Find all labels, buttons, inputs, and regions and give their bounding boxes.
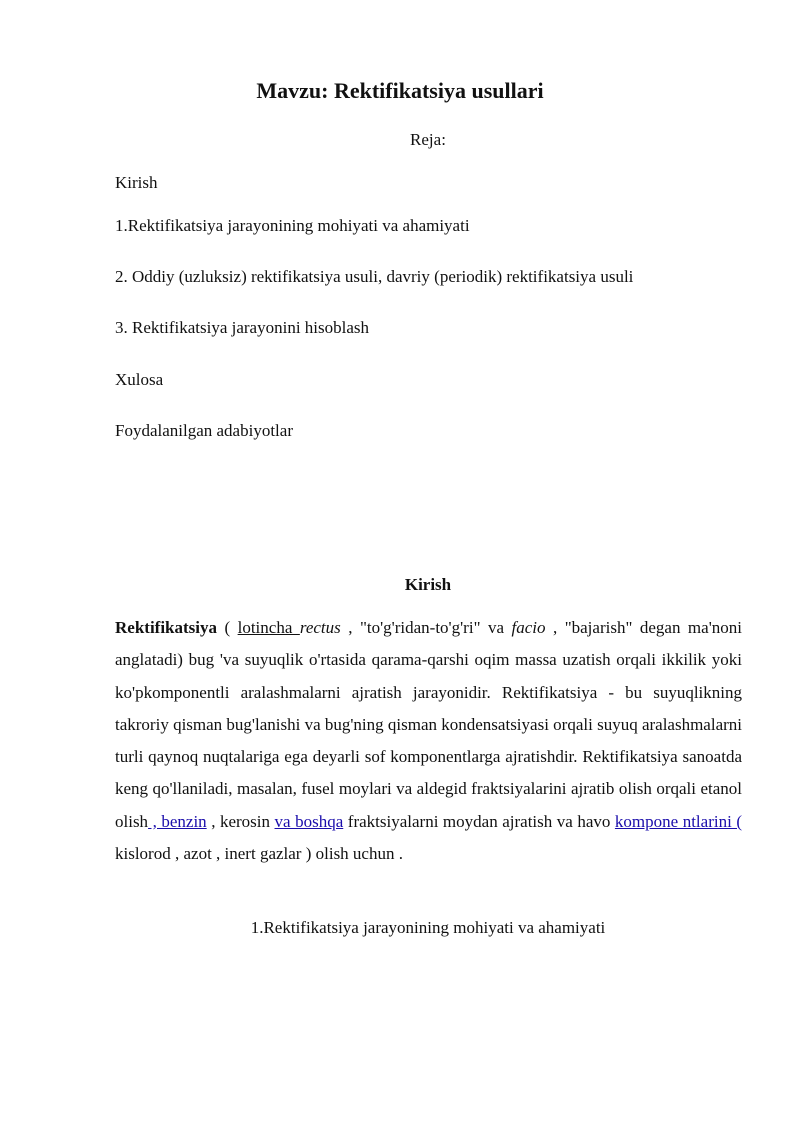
subheading-section-1: 1.Rektifikatsiya jarayonining mohiyati va ahamiyati xyxy=(250,918,606,937)
benzin-link[interactable]: , benzin xyxy=(148,811,207,831)
section-heading-intro: Kirish xyxy=(404,575,452,594)
latin-link[interactable]: lotincha xyxy=(237,618,300,637)
plan-item-2: 2. Oddiy (uzluksiz) rektifikatsiya usuli, davriy (periodik) rektifikatsiya usuli xyxy=(115,267,634,286)
plan-item-intro: Kirish xyxy=(115,173,158,192)
komponentlar-link[interactable]: kompone ntlarini ( xyxy=(614,811,742,831)
intro-paragraph xyxy=(115,612,742,870)
paragraph-segment: ( xyxy=(217,618,238,637)
plan-heading: Reja: xyxy=(410,130,446,149)
latin-word-facio: facio xyxy=(511,618,546,637)
term-bold: Rektifikatsiya xyxy=(115,618,217,637)
paragraph-segment: , "to'g'ridan-to'g'ri" va xyxy=(340,618,512,637)
paragraph-segment: , "bajarish" degan ma'noni anglatadi) bug 'va suyuqlik o'rtasida qarama-qarshi oqim massa uzatish orqali ikkilik yoki ko'pkomponentli aralashmalarni ajratish jarayonidir. Rektifikatsiya - bu suyuqlikning takroriy qisman bug'lanishi va bug'ning qisman kondensatsiyasi orqali suyuq aralashmalarni turli qaynoq nuqtalariga ega deyarli sof komponentlarga ajratishdir. Rektifikatsiya sanoatda keng qo'llaniladi, masalan, fusel moylari va aldegid fraktsiyalarini ajratib olish orqali etanol olish xyxy=(115,618,742,831)
paragraph-segment: kislorod , azot , inert gazlar ) olish uchun . xyxy=(115,844,403,864)
document-title: Mavzu: Rektifikatsiya usullari xyxy=(256,78,544,103)
plan-item-1: 1.Rektifikatsiya jarayonining mohiyati va ahamiyati xyxy=(115,216,470,235)
plan-item-3: 3. Rektifikatsiya jarayonini hisoblash xyxy=(115,318,370,337)
paragraph-segment: , kerosin xyxy=(206,811,275,831)
plan-item-conclusion: Xulosa xyxy=(115,370,164,389)
plan-item-references: Foydalanilgan adabiyotlar xyxy=(115,421,293,440)
latin-word-rectus: rectus xyxy=(299,618,341,637)
paragraph-segment: fraktsiyalarni moydan ajratish va havo xyxy=(343,811,615,831)
va-boshqa-link[interactable]: va boshqa xyxy=(274,811,344,831)
